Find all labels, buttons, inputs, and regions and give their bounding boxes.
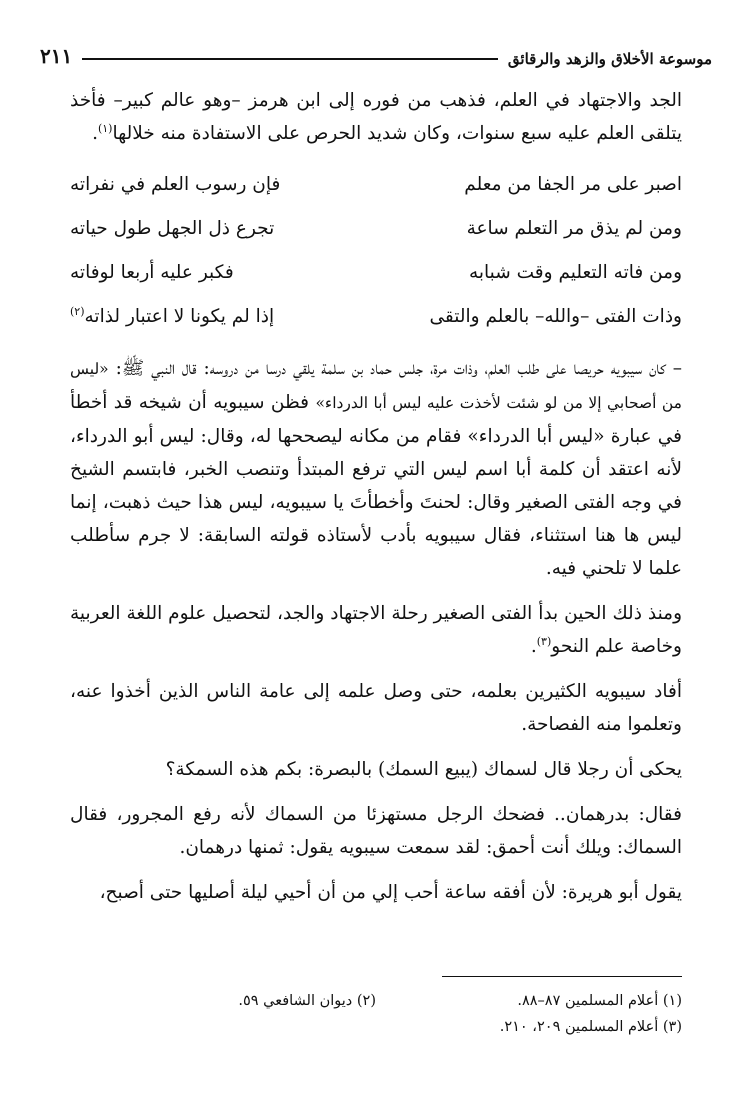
page-number: ٢١١ (40, 44, 73, 68)
poem-verse (70, 162, 682, 206)
footnotes (70, 988, 682, 1040)
verse-first-hemistich: اصبر على مر الجفا من معلم (464, 173, 682, 195)
footnote-row (70, 1014, 682, 1040)
journey-text: ومنذ ذلك الحين بدأ الفتى الصغير رحلة الاجتهاد والجد، لتحصيل علوم اللغة العربية وخاصة علم النحو (70, 603, 682, 657)
intro-text: الجد والاجتهاد في العلم، فذهب من فوره إلى ابن هرمز –وهو عالم كبير– فأخذ يتلقى العلم عليه سبع سنوات، وكان شديد الحرص على الاستفادة منه خلالها (70, 90, 682, 144)
story-part-1: – كان سيبويه حريصا على طلب العلم، وذات مرة، جلس حماد بن سلمة يلقي درسا من دروسه: قال النبي ﷺ: (108, 358, 682, 379)
footnote-row (70, 988, 682, 1014)
footnote-rule (442, 976, 682, 977)
page-body (70, 84, 682, 921)
footnote-ref-2: (٢) (70, 304, 85, 318)
footnote-2: (٢) ديوان الشافعي ٥٩. (238, 993, 376, 1009)
footnote-1: (١) أعلام المسلمين ٨٧–٨٨. (517, 993, 682, 1009)
verse-second-hemistich: فكبر عليه أربعا لوفاته (70, 261, 234, 283)
benefit-paragraph: أفاد سيبويه الكثيرين بعلمه، حتى وصل علمه إلى عامة الناس الذين أخذوا عنه، وتعلموا منه الفصاحة. (70, 681, 682, 735)
verse-first-hemistich: ومن فاته التعليم وقت شبابه (468, 261, 682, 283)
anecdote-answer: فقال: بدرهمان.. فضحك الرجل مستهزئا من السماك لأنه رفع المجرور، فقال السماك: ويلك أنت أحمق: لقد سمعت سيبويه يقول: ثمنها درهمان. (70, 804, 682, 858)
poem-verse (70, 294, 682, 338)
verse-second-text: إذا لم يكونا لا اعتبار لذاته (84, 305, 275, 327)
poem-verse (70, 250, 682, 294)
intro-paragraph (70, 84, 682, 150)
hadith-quote: «ليس من أصحابي إلا من لو شئت لأخذت عليه ليس أبا الدرداء» (70, 360, 682, 412)
footnote-3: (٣) أعلام المسلمين ٢٠٩، ٢١٠. (499, 1019, 682, 1035)
anecdote-question: يحكى أن رجلا قال لسماك (يبيع السمك) بالبصرة: بكم هذه السمكة؟ (165, 759, 682, 780)
header-rule (82, 58, 498, 60)
journey-paragraph (70, 597, 682, 663)
verse-second-hemistich: تجرع ذل الجهل طول حياته (70, 217, 275, 239)
story-part-2: فظن سيبويه أن شيخه قد أخطأ في عبارة «ليس أبا الدرداء» فقام من مكانه ليصححها له، وقال: ليس أبو الدرداء، لأنه اعتقد أن كلمة أبا اسم ليس التي ترفع المبتدأ وتنصب الخبر، فابتسم الشيخ في وجه الفتى الصغير وقال: لحنتَ وأخطأتَ يا سيبويه، ليس هذا حيث ذهبت، إنما ليس ها هنا استثناء، فقال سيبويه بأدب لأستاذه قولته السابقة: لا جرم سأطلب علما لا تلحني فيه. (70, 392, 682, 579)
footnote-ref-1: (١) (97, 121, 113, 135)
verse-second-hemistich (70, 300, 352, 333)
verse-first-hemistich: وذات الفتى –والله– بالعلم والتقى (429, 305, 682, 327)
footnote-ref-3: (٣) (536, 634, 552, 648)
intro-end: . (92, 123, 98, 144)
poem-verse (70, 206, 682, 250)
abu-hurayra-quote: يقول أبو هريرة: لأن أفقه ساعة أحب إلي من أن أحيي ليلة أصليها حتى أصبح، (99, 882, 682, 903)
poem (70, 162, 682, 338)
verse-first-hemistich: ومن لم يذق مر التعلم ساعة (466, 217, 682, 239)
sibawayh-story (70, 352, 682, 585)
journey-end: . (530, 636, 537, 657)
verse-second-hemistich: فإن رسوب العلم في نفراته (70, 173, 281, 195)
running-header (40, 38, 712, 68)
book-title: موسوعة الأخلاق والزهد والرقائق (507, 50, 712, 68)
